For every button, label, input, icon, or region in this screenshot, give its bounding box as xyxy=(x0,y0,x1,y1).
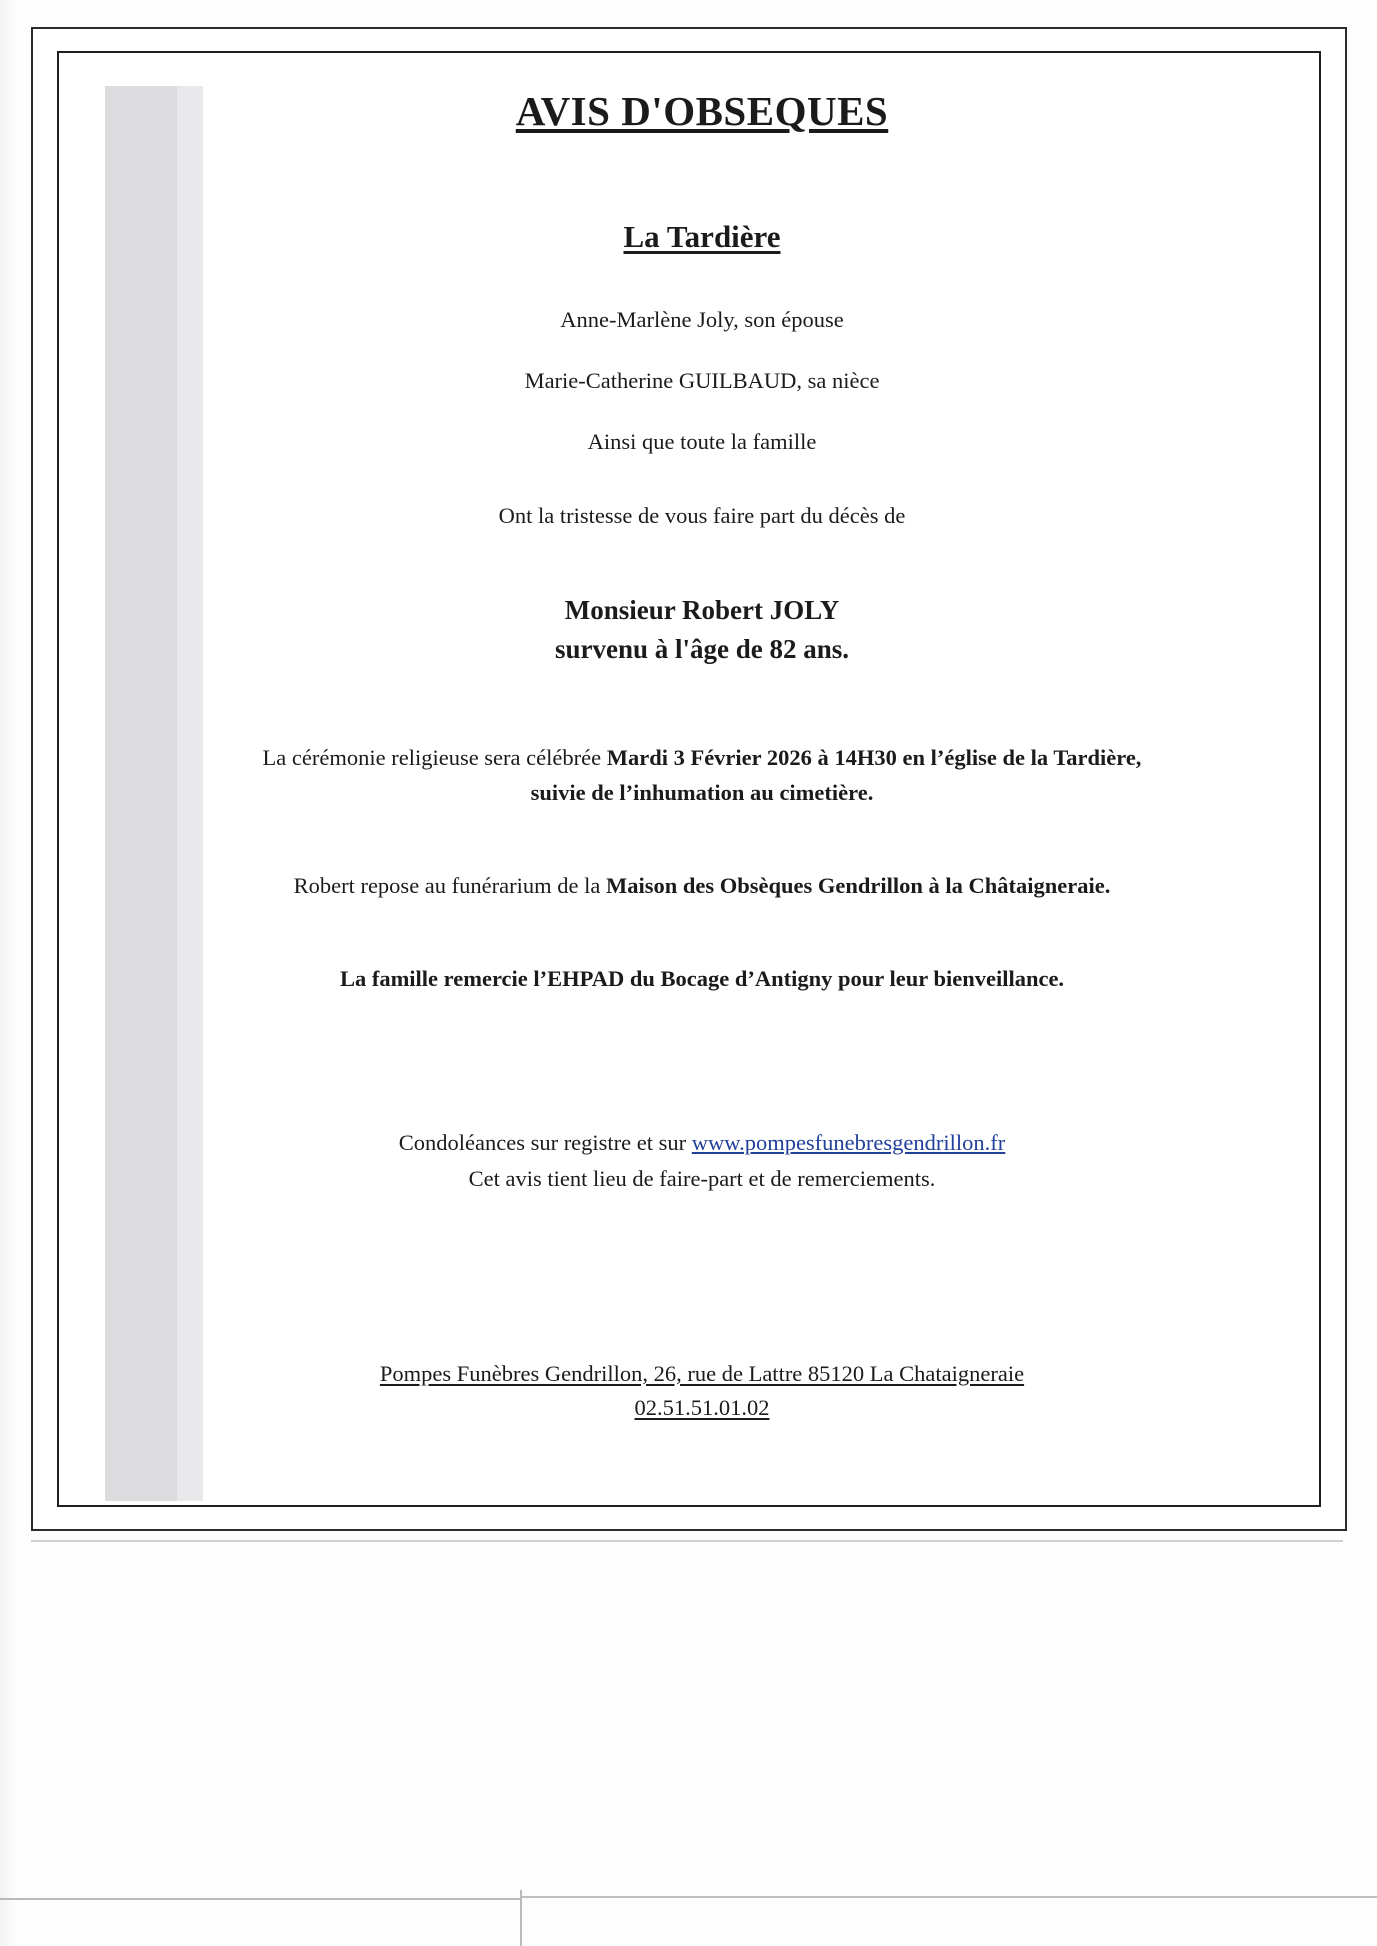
reposal-intro: Robert repose au funérarium de la xyxy=(293,873,606,899)
condolences-prefix: Condoléances sur registre et sur xyxy=(398,1129,692,1155)
funeral-home-footer xyxy=(119,1357,1285,1425)
reposal-paragraph xyxy=(287,869,1117,904)
ceremony-intro: La cérémonie religieuse sera célébrée xyxy=(262,745,607,771)
faire-part-note: Cet avis tient lieu de faire-part et de remerciements. xyxy=(468,1165,936,1191)
notice-outer-border xyxy=(31,27,1347,1531)
reposal-location: Maison des Obsèques Gendrillon à la Châtaigneraie. xyxy=(605,873,1111,899)
deceased-name: Monsieur Robert JOLY xyxy=(564,595,840,625)
scan-edge-shadow xyxy=(0,0,18,1946)
family-line: Ainsi que toute la famille xyxy=(587,429,817,454)
page-bottom-edge xyxy=(31,1540,1343,1542)
condolences-line xyxy=(119,1125,1285,1161)
condolences-block xyxy=(119,1125,1285,1197)
scan-artifact-line-vertical xyxy=(520,1890,522,1946)
notice-content xyxy=(119,71,1285,1495)
website-link[interactable]: www.pompesfunebresgendrillon.fr xyxy=(691,1129,1006,1155)
deceased-block xyxy=(119,591,1285,669)
deceased-age: survenu à l'âge de 82 ans. xyxy=(554,634,850,665)
commune-name: La Tardière xyxy=(623,219,781,254)
family-line: Anne-Marlène Joly, son épouse xyxy=(560,307,844,332)
page-title: AVIS D'OBSEQUES xyxy=(515,88,889,134)
family-list xyxy=(119,307,1285,455)
scan-artifact-line-right xyxy=(522,1896,1377,1898)
thanks-paragraph: La famille remercie l’EHPAD du Bocage d’Antigny pour leur bienveillance. xyxy=(339,965,1065,991)
family-line: Marie-Catherine GUILBAUD, sa nièce xyxy=(524,368,880,393)
notice-inner-border xyxy=(57,51,1321,1507)
scan-artifact-line-left xyxy=(0,1898,520,1900)
ceremony-paragraph xyxy=(252,741,1152,811)
announcement-text: Ont la tristesse de vous faire part du décès de xyxy=(498,503,906,528)
funeral-home-address: Pompes Funèbres Gendrillon, 26, rue de Lattre 85120 La Chataigneraie xyxy=(379,1360,1025,1386)
ceremony-details: Mardi 3 Février 2026 à 14H30 en l’église de la Tardière, suivie de l’inhumation au cimetière. xyxy=(530,745,1142,806)
funeral-home-phone: 02.51.51.01.02 xyxy=(634,1394,770,1420)
